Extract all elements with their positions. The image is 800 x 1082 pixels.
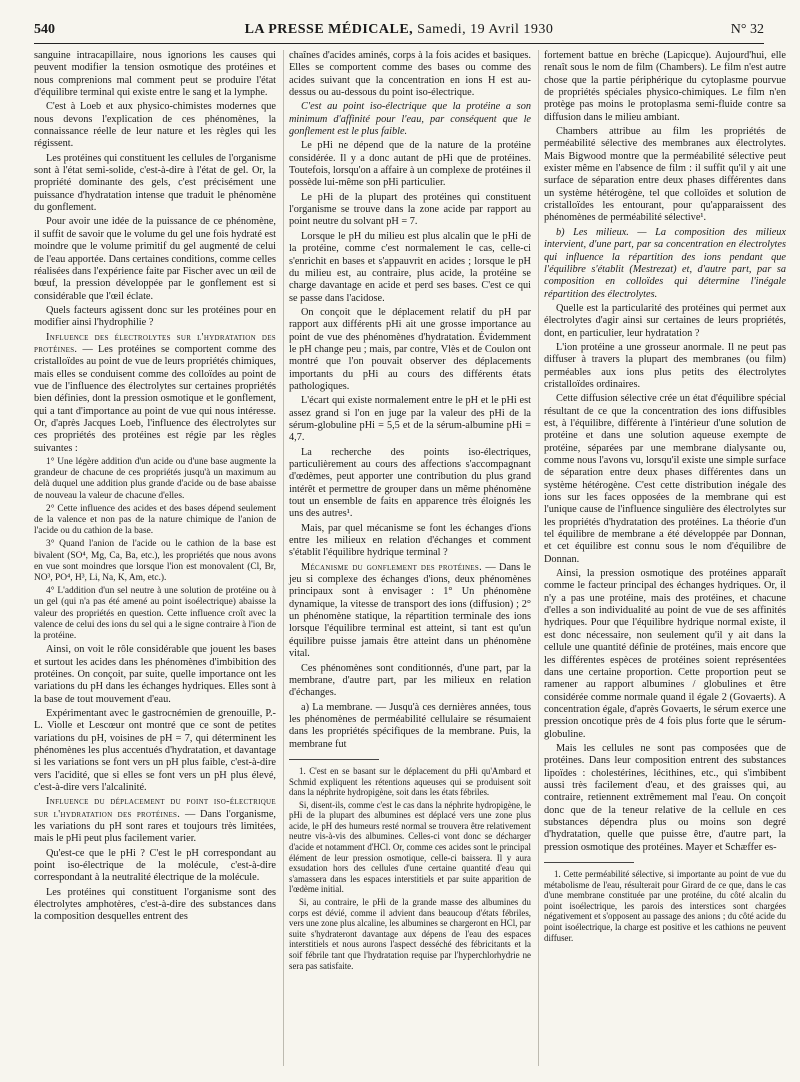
- paragraph: Ainsi, la pression osmotique des protéines apparaît comme le facteur principal des échanges hydriques. Or, il n'y a pas une protéine, mais des protéines, et chacune d'elles a son individualité au point de vue de ses affinités hydriques. Pour que l'équilibre hydrique normal existe, il est donc nécessaire, non seulement qu'il y ait dans la cellule une quantité définie de protéines, mais encore que les différentes espèces de protéines soient représentées dans une certaine proportion. Cette proportion peut se ramener au rapport albumines / globulines et être considérée comme normale quand il égale 2 (Govaerts). A concentration égale, d'après Govaerts, le sérum exerce une pression oncotique près de 4 fois plus forte que le sérum-globuline.: [544, 568, 786, 740]
- paragraph: fortement battue en brèche (Lapicque). Aujourd'hui, elle renaît sous le nom de film (Chambers). Le film n'est autre chose que la partie périphérique du cytoplasme pourvue de propriétés spéciales physico-chimiques. Le film n'en protège pas moins le protoplasma semi-fluide contre sa diffusion dans le milieu ambiant.: [544, 50, 786, 123]
- section-text: — Les protéines se comportent comme des cristalloïdes au point de vue de leurs propriétés chimiques, mais elles se conduisent comme des colloïdes au point de vue de l'influence des électrolytes sur certaines propriétés bien définies, dont la pression osmotique et le gonflement, qui a tant d'importance au point de vue qui nous intéresse. Or, d'après Jacques Loeb, l'influence des électrolytes sur ces propriétés des protéines est régie par les règles suivantes :: [34, 343, 277, 454]
- footnote-rule: [289, 759, 379, 760]
- paragraph: Cette diffusion sélective crée un état d'équilibre spécial résultant de ce que la concentration des ions diffusibles est, à l'équilibre, différente à l'intérieur d'une solution de protéine et dans une solution aqueuse exempte de protéine, séparées par une membrane dialysante ou, comme nous l'avons vu, lorsqu'il existe une simple surface de séparation entre deux phases différentes dans un système hétérogène. C'est cette distribution inégale des ions sur les faces opposées de la membrane qui est l'unique cause de l'influence singulière des électrolytes sur les propriétés d'hydratation des protéines. La théorie d'un tel équilibre de membrane a été développée par Donnan, et cet équilibre est connu sous le nom d'équilibre de Donnan.: [544, 393, 786, 565]
- paragraph: La recherche des points iso-électriques, particulièrement au cours des affections s'accompagnant d'œdèmes, peut apporter une contribution du plus grand intérêt et permettre de grouper dans un même phénomène tout un ensemble de faits en apparence très éloignés les uns des autres¹.: [289, 446, 531, 520]
- footnote: Si, disent-ils, comme c'est le cas dans la néphrite hydropigène, le pHi de la plupart des albumines est déplacé vers une zone plus acide, le pH des humeurs resté normal se trouvera être relativement neutre vis-à-vis des albumines. Celles-ci vont donc se décharger d'acide et notamment d'HCl. Or, comme ces acides sont le principal élément de leur pression osmotique, celle-ci baissera. Il y aura exsudation hors des cellules d'une certaine quantité d'eau qui s'amassera dans les espaces interstitiels et par suite apparition de l'œdème initial.: [289, 799, 531, 895]
- footnote: 1. Cette perméabilité sélective, si importante au point de vue du métabolisme de l'eau, résulterait pour Girard de ce que, dans le cas d'une membrane constituée par une protéine, du côté alcalin du point isoélectrique, les parois des interstices sont chargées négativement et s'opposent au passage des anions ; du côté acide du point isoélectrique, la charge est positive et les cathions ne peuvent diffuser.: [544, 869, 786, 943]
- footnotes: [544, 869, 786, 943]
- paragraph: Quels facteurs agissent donc sur les protéines pour en modifier ainsi l'hydrophilie ?: [34, 304, 276, 329]
- paragraph: Lorsque le pH du milieu est plus alcalin que le pHi de la protéine, comme c'est normalement le cas, celle-ci s'enrichit en bases et s'appauvrit en acides ; lorsque le pH du milieu est, au contraire, plus acide, la protéine se charge davantage en acide et perd ses bases. C'est ce qui se passe dans l'acidose.: [289, 230, 531, 304]
- paragraph: C'est à Loeb et aux physico-chimistes modernes que nous devons l'explication de ces phénomènes, la connaissance réelle de leur nature et les règles qui les régissent.: [34, 101, 276, 150]
- paragraph: Les protéines qui constituent les cellules de l'organisme sont à l'état semi-solide, c'est-à-dire à l'état de gel. Or, la propriété dominante des gels, c'est précisément une puissance d'hydratation intense que traduit le phénomène du gonflement.: [34, 152, 276, 214]
- paragraph: L'ion protéine a une grosseur anormale. Il ne peut pas diffuser à travers la plupart des membranes (ou film) perméables aux ions plus petits des électrolytes cristalloïdes ordinaires.: [544, 341, 786, 390]
- section-heading: Mécanisme du gonflement des protéines.: [301, 561, 482, 573]
- column-2: [289, 50, 531, 973]
- column-separator: [283, 50, 284, 1066]
- header-rule: [34, 43, 764, 44]
- column-separator: [538, 50, 539, 1066]
- paragraph: Qu'est-ce que le pHi ? C'est le pH correspondant au point iso-électrique de la molécule, c'est-à-dire correspondant à la neutralité électrique de la molécule.: [34, 847, 276, 884]
- paragraph: Mais les cellules ne sont pas composées que de protéines. Dans leur composition entrent des substances lipoïdes : cholestérines, lécithines, etc., qui s'imbibent aussi très facilement d'eau, et des graisses qui, au contraire, retiennent extrêmement mal l'eau. On conçoit donc que de la teneur relative de la cellule en ces substances dépendra plus ou moins son degré d'hydratation, quelle que puisse être, d'autre part, la pression osmotique des protéines. Mayer et Schæffer es-: [544, 742, 786, 853]
- section-heading: Influence du déplacement du point iso-électrique sur l'hydratation des protéines.: [34, 796, 276, 820]
- section-text: — Dans l'organisme, les variations du pH sont rares et toujours très limitées, mais le pHi peut plus facilement varier.: [34, 808, 277, 845]
- section-text: — Dans le jeu si complexe des échanges d'ions, deux phénomènes principaux sont à envisager : 1° Un phénomène dynamique, la vitesse de transport des ions (diffusion) ; 2° un phénomène statique, la répartition terminale des ions lorsque l'équilibre terminal est atteint, si tant est qu'un équilibre puisse jamais être atteint dans un phénomène vital.: [289, 561, 531, 660]
- paragraph: a) La membrane. — Jusqu'à ces dernières années, tous les phénomènes de perméabilité cellulaire se résumaient dans les propriétés spécifiques de la membrane. Puis, la membrane fut: [289, 701, 531, 750]
- paragraph: Quelle est la particularité des protéines qui permet aux électrolytes d'agir ainsi sur certaines de leurs propriétés, dont, en particulier, leur hydratation ?: [544, 302, 786, 339]
- paragraph: sanguine intracapillaire, nous ignorions les causes qui peuvent modifier la tension osmotique des protéines et nous comprenions mal comment peut se produire l'état d'équilibre terminal qui existe entre le sang et la lymphe.: [34, 50, 276, 99]
- page-header: [34, 22, 764, 44]
- issue-number: N° 32: [730, 22, 764, 37]
- footnote-rule: [544, 862, 634, 863]
- paragraph: b) Les milieux. — La composition des milieux intervient, d'une part, par sa concentration en électrolytes qui influence la répartition des ions pendant que l'équilibre s'établit (Mestrezat) et, d'autre part, par sa composition en colloïdes qui détermine l'inégale répartition des électrolytes.: [544, 226, 786, 300]
- footnotes: [289, 766, 531, 971]
- rule-item: 2° Cette influence des acides et des bases dépend seulement de la valence et non pas de la nature chimique de l'anion de l'acide ou du cathion de la base.: [34, 503, 276, 537]
- column-3: [544, 50, 786, 945]
- journal-title: LA PRESSE MÉDICALE,: [244, 22, 414, 37]
- footnote: Si, au contraire, le pHi de la grande masse des albumines du corps est dévié, comme il advient dans beaucoup d'états fébriles, vers une zone plus alcaline, les albumines se chargeront en HCl, par suite s'hydrateront davantage aux dépens de l'eau des espaces interstitiels et nous aurons l'aspect desséché des fébricitants et la soif fébrile tant que l'hydratation requise par l'hyperchlorhydrie ne sera pas satisfaite.: [289, 897, 531, 971]
- issue-date: Samedi, 19 Avril 1930: [417, 22, 554, 37]
- rule-item: 3° Quand l'anion de l'acide ou le cathion de la base est bivalent (SO⁴, Mg, Ca, Ba, etc.), les propriétés que nous avons en vue sont moindres que lorsque l'ion est monovalent (Cl, Br, NO³, PO⁴, H³, Li, Na, K, Am, etc.).: [34, 539, 276, 584]
- paragraph: Ainsi, on voit le rôle considérable que jouent les bases et surtout les acides dans les phénomènes d'imbibition des protéines. On conçoit, par suite, quelle importance ont les variations du pH dans les échanges hydriques. Elles sont à la base de tout mouvement d'eau.: [34, 644, 276, 705]
- paragraph: Pour avoir une idée de la puissance de ce phénomène, il suffit de savoir que le volume du gel une fois hydraté est moindre que le volume primitif du gel augmenté de celui de l'eau apportée. Dans certaines conditions, comme celles réalisées dans l'expérience faite par Fischer avec un œil de bœuf, la pression développée par le gonflement est si considérable que l'œil éclate.: [34, 216, 276, 302]
- journal-title-line: [34, 22, 764, 38]
- paragraph: C'est au point iso-électrique que la protéine a son minimum d'affinité pour l'eau, par conséquent que le gonflement est le plus faible.: [289, 101, 531, 138]
- page-number: 540: [34, 22, 55, 37]
- rule-item: 1° Une légère addition d'un acide ou d'une base augmente la grandeur de chacune de ces propriétés jusqu'à un maximum au delà duquel une addition plus grande d'acide ou de base abaisse de nouveau la valeur de chacune d'elles.: [34, 457, 276, 501]
- paragraph: Expérimentant avec le gastrocnémien de grenouille, P.-L. Violle et Lescœur ont montré que ce sont de petites variations du pH, voisines de pH = 7, qui déterminent les phénomènes les plus accentués d'hydratation, et davantage si les variations se font vers un pH plus faible, c'est-à-dire vers l'acidité, que si elles se font vers un pH plus élevé, c'est-à-dire vers l'alcalinité.: [34, 707, 276, 794]
- rule-item: 4° L'addition d'un sel neutre à une solution de protéine ou à un gel (qui n'a pas été amené au point isoélectrique) abaisse la valeur des propriétés en question. Cette influence croît avec la valence de celui des ions du sel qui a le signe contraire à l'ion de la protéine.: [34, 586, 276, 642]
- paragraph: Le pHi ne dépend que de la nature de la protéine considérée. Il y a donc autant de pHi que de protéines. Toutefois, lorsqu'on a affaire à un complexe de protéines il possède lui-même son pHi particulier.: [289, 140, 531, 189]
- paragraph: chaînes d'acides aminés, corps à la fois acides et basiques. Elles se comportent comme des bases ou comme des acides suivant que la concentration en ions H est au-dessus ou au-dessous du point iso-électrique.: [289, 50, 531, 99]
- column-1: [34, 50, 276, 926]
- section-paragraph: [34, 796, 276, 845]
- rules-list: [34, 457, 276, 642]
- section-paragraph: [289, 562, 531, 661]
- section-heading: Influence des électrolytes sur l'hydratation des protéines.: [34, 331, 276, 355]
- paragraph: Les protéines qui constituent l'organisme sont des électrolytes amphotères, c'est-à-dire des substances dans la composition desquelles entrent des: [34, 886, 276, 923]
- paragraph: Mais, par quel mécanisme se font les échanges d'ions entre les milieux en relation d'échanges et comment s'établit l'équilibre hydrique terminal ?: [289, 522, 531, 559]
- section-paragraph: [34, 332, 276, 455]
- paragraph: On conçoit que le déplacement relatif du pH par rapport aux différents pHi ait une grosse importance au point de vue des phénomènes d'hydratation. Évidemment le pH change peu ; mais, par contre, Vlès et de Coulon ont montré que l'on pouvait observer des déplacements importants du pHi au cours des différents états pathologiques.: [289, 306, 531, 392]
- footnote: 1. C'est en se basant sur le déplacement du pHi qu'Ambard et Schmid expliquent les rétentions aqueuses qui se produisent soit dans la néphrite hydropigène, soit dans les états fébriles.: [289, 765, 531, 798]
- paragraph: Le pHi de la plupart des protéines qui constituent l'organisme se trouve dans la zone acide par rapport au point neutre du solvant pH = 7.: [289, 191, 531, 228]
- paragraph: L'écart qui existe normalement entre le pH et le pHi est assez grand si l'on en juge par la valeur des pHi de la sérum-globuline pHi = 5,5 et de la sérum-albumine pHi = 4,7.: [289, 395, 531, 444]
- paragraph: Ces phénomènes sont conditionnés, d'une part, par la membrane, d'autre part, par les milieux en relation d'échanges.: [289, 662, 531, 699]
- paragraph: Chambers attribue au film les propriétés de perméabilité sélective des membranes aux électrolytes. Mais Bigwood montre que la perméabilité sélective peut exister même en l'absence de film : il suffit qu'il y ait une surface de séparation entre deux phases différentes dans un système hétérogène, tel que colloïdes et solution de cristalloïdes les entourant, pour qu'apparaissent des phénomènes de perméabilité sélective¹.: [544, 126, 786, 224]
